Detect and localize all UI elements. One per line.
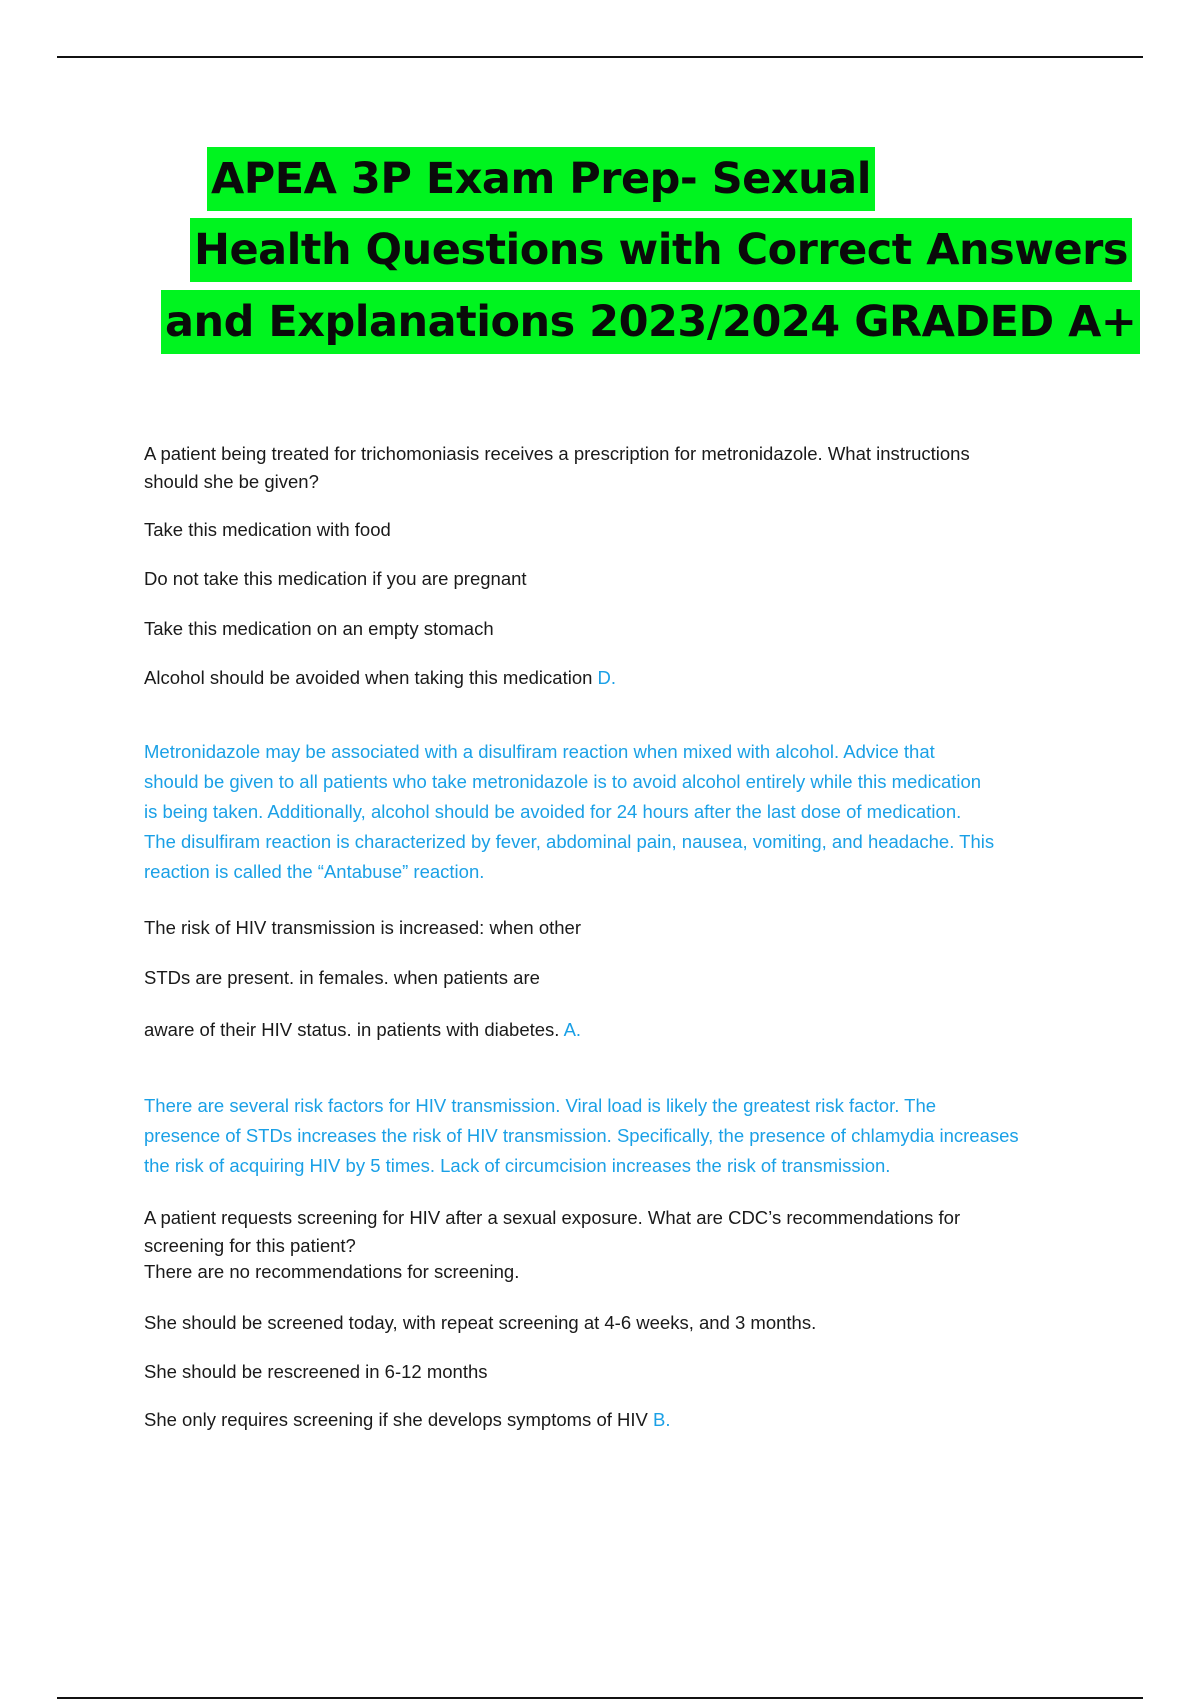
q2-line-3: [144, 1016, 581, 1044]
q3-answer: B.: [653, 1409, 671, 1430]
q1-explanation-line-1: Metronidazole may be associated with a disulfiram reaction when mixed with alcohol. Advice that: [144, 741, 935, 762]
q3-option-1: There are no recommendations for screening.: [144, 1261, 520, 1282]
q1-explanation-line-5: reaction is called the “Antabuse” reaction.: [144, 861, 485, 882]
q1-question-line-2: should she be given?: [144, 471, 319, 492]
q1-question-line-1: A patient being treated for trichomoniasis receives a prescription for metronidazole. What instructions: [144, 443, 970, 464]
q3-option-3: She should be rescreened in 6-12 months: [144, 1361, 488, 1382]
q2-answer: A.: [563, 1019, 582, 1040]
q2-line-2: STDs are present. in females. when patients are: [144, 967, 540, 988]
q1-option-4-text: Alcohol should be avoided when taking this medication: [144, 667, 593, 688]
q3-question-line-1: A patient requests screening for HIV after a sexual exposure. What are CDC’s recommendations for: [144, 1207, 961, 1228]
q1-explanation-line-4: The disulfiram reaction is characterized by fever, abdominal pain, nausea, vomiting, and headache. This: [144, 831, 995, 852]
q2-explanation-line-1: There are several risk factors for HIV transmission. Viral load is likely the greatest risk factor. The: [144, 1095, 937, 1116]
q1-option-2: Do not take this medication if you are pregnant: [144, 568, 527, 589]
q3-option-2: She should be screened today, with repeat screening at 4-6 weeks, and 3 months.: [144, 1312, 817, 1333]
q1-option-1: Take this medication with food: [144, 519, 391, 540]
q1-explanation-line-3: is being taken. Additionally, alcohol should be avoided for 24 hours after the last dose of medication.: [144, 801, 962, 822]
footer-rule: [57, 1697, 1143, 1699]
q1-explanation-line-2: should be given to all patients who take metronidazole is to avoid alcohol entirely while this medication: [144, 771, 982, 792]
q1-option-4: [144, 664, 616, 692]
q2-explanation-line-2: presence of STDs increases the risk of HIV transmission. Specifically, the presence of chlamydia increases: [144, 1125, 1019, 1146]
q3-option-4-text: She only requires screening if she develops symptoms of HIV: [144, 1409, 648, 1430]
q2-line-3-text: aware of their HIV status. in patients with diabetes.: [144, 1019, 560, 1040]
header-rule: [57, 56, 1143, 58]
q1-option-3: Take this medication on an empty stomach: [144, 618, 494, 639]
q3-option-4: [144, 1406, 670, 1434]
document-title-line-1: APEA 3P Exam Prep- Sexual: [207, 147, 875, 211]
q2-explanation-line-3: the risk of acquiring HIV by 5 times. Lack of circumcision increases the risk of transmission.: [144, 1155, 891, 1176]
q3-question-line-2: screening for this patient?: [144, 1235, 356, 1256]
q2-line-1: The risk of HIV transmission is increased: when other: [144, 917, 581, 938]
document-title-line-3: and Explanations 2023/2024 GRADED A+: [161, 290, 1140, 354]
document-title-line-2: Health Questions with Correct Answers: [190, 218, 1132, 282]
q1-answer: D.: [597, 667, 617, 688]
